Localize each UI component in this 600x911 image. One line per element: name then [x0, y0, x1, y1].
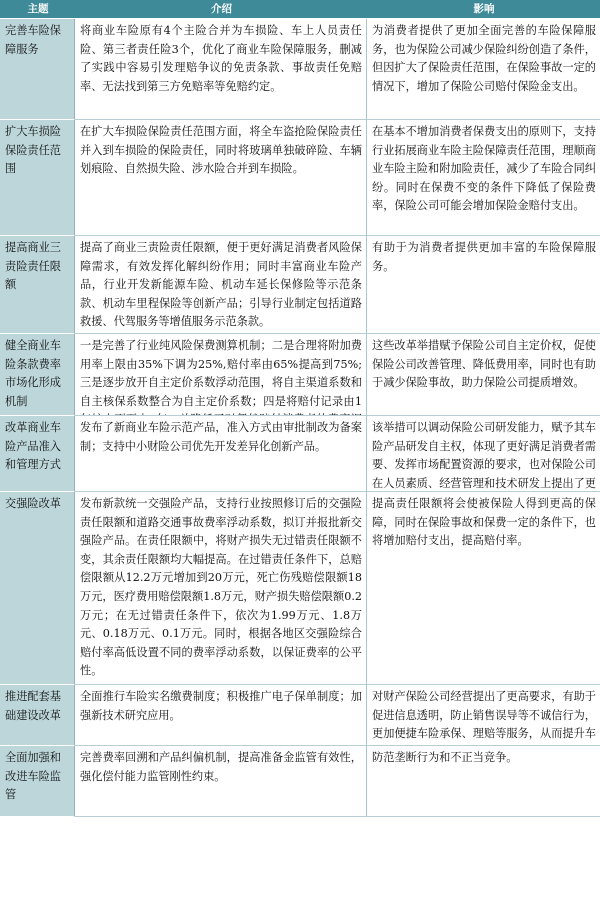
- row-1-impact: 为消费者提供了更加全面完善的车险保障服务，也为保险公司减少保险纠纷创造了条件，但因扩大了保险责任范围，在保险事故一定的情况下，增加了保险公司赔付保险金支出。: [367, 19, 600, 120]
- row-3-impact: 有助于为消费者提供更加丰富的车险保障服务。: [367, 236, 600, 334]
- row-6-intro: 发布新款统一交强险产品，支持行业按照修订后的交强险责任限额和道路交通事故费率浮动系数，拟订并报批新交强险产品。在责任限额中，将财产损失无过错责任限额不变，其余责任限额均大幅提高。在过错责任条件下，总赔偿限额从12.2万元增加到20万元，死亡伤残赔偿限额18万元，医疗费用赔偿限额1.8万元，财产损失赔偿限额0.2万元；在无过错责任条件下，依次为1.99万元、1.8万元、0.18万元、0.1万元。同时，根据各地区交强险综合赔付率高低设置不同的费率浮动系数，以保证费率的公平性。: [75, 492, 367, 685]
- row-2-intro: 在扩大车损险保险责任范围方面，将全车盗抢险保险责任并入到车损险的保险责任，同时将玻璃单独破碎险、车辆划痕险、自然损失险、涉水险合并到车损险。: [75, 120, 367, 236]
- row-2-impact: 在基本不增加消费者保费支出的原则下，支持行业拓展商业车险主险保障责任范围，理顺商业车险主险和附加险责任，减少了车险合同纠纷。同时在保费不变的条件下降低了保险费率，保险公司可能会增加保险金赔付支出。: [367, 120, 600, 236]
- row-4-impact: 这些改革举措赋予保险公司自主定价权，促使保险公司改善管理、降低费用率，同时也有助于减少保险事故，助力保险公司提质增效。: [367, 334, 600, 416]
- row-4-intro: 一是完善了行业纯风险保费测算机制；二是合理将附加费用率上限由35%下调为25%,赔付率由65%提高到75%;三是逐步放开自主定价系数浮动范围，将自主渠道系数和自主核保系数整合为自主定价系数；四是将赔付记录由1: [75, 334, 367, 416]
- header-topic: 主题: [0, 0, 75, 19]
- row-5-intro: 发布了新商业车险示范产品，准入方式由审批制改为备案制；支持中小财险公司优先开发差异化创新产品。: [75, 416, 367, 492]
- header-intro: 介绍: [75, 0, 367, 19]
- row-1-intro: 将商业车险原有4个主险合并为车损险、车上人员责任险、第三者责任险3个，优化了商业车险保障服务，删减了实践中容易引发理赔争议的免责条款、事故责任免赔率、无法找到第三方免赔率等免赔约定。: [75, 19, 367, 120]
- row-7-intro: 全面推行车险实名缴费制度；积极推广电子保单制度；加强新技术研究应用。: [75, 685, 367, 746]
- row-5-topic: 改革商业车险产品准入和管理方式: [0, 416, 75, 492]
- row-4-topic: 健全商业车险条款费率市场化形成机制: [0, 334, 75, 416]
- row-7-impact: 对财产保险公司经营提出了更高要求，有助于促进信息透明，防止销售误导等不诚信行为，更加便捷车险承保、理赔等服务，从而提升车: [367, 685, 600, 746]
- row-2-topic: 扩大车损险保险责任范围: [0, 120, 75, 236]
- row-7-topic: 推进配套基础建设改革: [0, 685, 75, 746]
- row-3-intro: 提高了商业三责险责任限额，便于更好满足消费者风险保障需求，有效发挥化解纠纷作用；同时丰富商业车险产品，行业开发新能源车险、机动车延长保修险等示范条款、机动车里程保险等创新产品；引导行业制定包括道路救援、代驾服务等增值服务示范条款。: [75, 236, 367, 334]
- row-3-topic: 提高商业三责险责任限额: [0, 236, 75, 334]
- header-impact: 影响: [367, 0, 600, 19]
- row-6-topic: 交强险改革: [0, 492, 75, 685]
- row-8-intro: 完善费率回溯和产品纠偏机制，提高准备金监管有效性，强化偿付能力监管刚性约束。: [75, 746, 367, 817]
- row-8-impact: 防范垄断行为和不正当竞争。: [367, 746, 600, 817]
- row-5-impact: 该举措可以调动保险公司研发能力，赋予其车险产品研发自主权，体现了更好满足消费者需要、发挥市场配置资源的要求，也对保险公司在人员素质、经营管理和技术研发上提出了更: [367, 416, 600, 492]
- row-8-topic: 全面加强和改进车险监管: [0, 746, 75, 817]
- row-1-topic: 完善车险保障服务: [0, 19, 75, 120]
- row-6-impact: 提高责任限额将会使被保险人得到更高的保障，同时在保险事故和保费一定的条件下，也将增加赔付支出，提高赔付率。: [367, 492, 600, 685]
